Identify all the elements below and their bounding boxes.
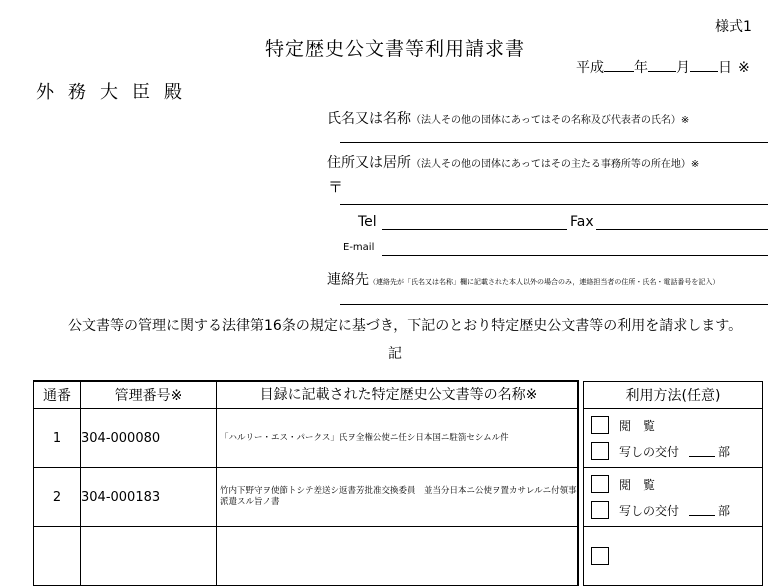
row-id[interactable]: 304-000183 [81,468,217,527]
fax-input-line[interactable] [596,229,768,230]
copy-count-blank[interactable] [689,505,715,516]
tel-input-line[interactable] [382,229,567,230]
month-blank[interactable] [648,59,676,72]
copy-unit: 部 [718,444,731,459]
fax-label: Fax [570,214,594,230]
table-row [34,468,763,527]
copy-count-blank[interactable] [689,446,715,457]
copy-unit: 部 [718,503,731,518]
row-name[interactable] [217,527,579,586]
copy-option[interactable] [584,497,762,523]
date-era: 平成 [576,60,604,76]
copy-label: 写しの交付 [619,503,680,518]
contact-note: （連絡先が「氏名又は名称」欄に記載された本人以外の場合のみ，連絡担当者の住所・氏名・電話番号を記入） [369,278,720,286]
header-id: 管理番号※ [81,381,217,409]
document-title: 特定歴史公文書等利用請求書 [265,38,526,60]
view-checkbox[interactable] [591,547,609,565]
table-row [34,409,763,468]
view-option[interactable] [584,471,762,497]
view-checkbox[interactable] [591,475,609,493]
addressee: 外務大臣殿 [36,82,196,103]
email-label: E-mail [343,242,375,253]
view-label: 閲 覧 [619,477,656,492]
day-blank[interactable] [690,59,718,72]
row-name[interactable]: 竹内下野守ヲ使節トシテ差送シ返書芳批准交換委員 並当分日本ニ公使ヲ置カサレルニ付領事派遣スル旨ノ書 [217,468,579,527]
address-note: （法人その他の団体にあってはその主たる事務所等の所在地）※ [411,159,700,170]
row-id[interactable]: 304-000080 [81,409,217,468]
copy-checkbox[interactable] [591,442,609,460]
copy-label: 写しの交付 [619,444,680,459]
date-year-label: 年 [634,60,648,76]
name-label: 氏名又は名称 [327,111,411,127]
request-table [33,380,763,586]
form-number: 様式1 [715,19,752,35]
contact-label: 連絡先 [327,272,369,288]
view-option[interactable] [584,412,762,438]
date-month-label: 月 [676,60,690,76]
row-use-options [584,409,763,468]
row-use-options [584,527,763,586]
intro-statement: 公文書等の管理に関する法律第16条の規定に基づき，下記のとおり特定歴史公文書等の利用を請求します。 [68,318,743,334]
name-field-label [327,108,689,128]
row-no: 2 [34,468,81,527]
view-label: 閲 覧 [619,418,656,433]
contact-field-label [327,269,719,289]
row-id[interactable] [81,527,217,586]
name-note: （法人その他の団体にあってはその名称及び代表者の氏名）※ [411,115,690,126]
table-row [34,527,763,586]
address-label: 住所又は居所 [327,155,411,171]
view-option[interactable] [584,543,762,569]
row-no [34,527,81,586]
date-day-label: 日 [718,60,732,76]
ki-heading: 記 [388,346,402,362]
table-header-row [34,381,763,409]
address-input-line[interactable] [340,204,768,205]
header-name: 目録に記載された特定歴史公文書等の名称※ [217,381,579,409]
header-no: 通番 [34,381,81,409]
date-line [576,57,750,77]
name-input-line[interactable] [340,142,768,143]
row-name[interactable]: 「ハルリー・エス・パークス」氏ヲ全権公使ニ任シ日本国ニ駐箚セシムル件 [217,409,579,468]
row-use-options [584,468,763,527]
tel-label: Tel [358,214,377,230]
copy-checkbox[interactable] [591,501,609,519]
contact-input-line[interactable] [340,304,768,305]
header-use: 利用方法(任意) [584,381,763,409]
address-field-label [327,152,699,172]
postal-mark: 〒 [328,178,344,196]
view-checkbox[interactable] [591,416,609,434]
copy-option[interactable] [584,438,762,464]
date-required-mark: ※ [738,60,750,76]
row-no: 1 [34,409,81,468]
email-input-line[interactable] [382,255,768,256]
year-blank[interactable] [604,59,634,72]
